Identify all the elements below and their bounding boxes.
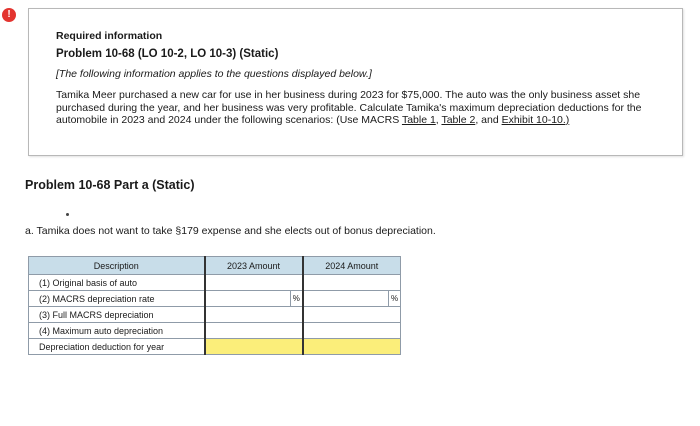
row-label-deduction-for-year: Depreciation deduction for year bbox=[29, 339, 205, 355]
question-a: a. Tamika does not want to take §179 expense and she elects out of bonus depreciation. bbox=[25, 225, 436, 237]
input-2024-original-basis[interactable] bbox=[303, 275, 401, 291]
row-label-full-macrs: (3) Full MACRS depreciation bbox=[29, 307, 205, 323]
table-row bbox=[29, 275, 401, 291]
row-label-max-auto-depreciation: (4) Maximum auto depreciation bbox=[29, 323, 205, 339]
scenario-text bbox=[56, 89, 656, 127]
input-2023-original-basis[interactable] bbox=[205, 275, 303, 291]
input-2023-deduction[interactable] bbox=[205, 339, 303, 355]
row-label-original-basis: (1) Original basis of auto bbox=[29, 275, 205, 291]
input-2023-full-macrs[interactable] bbox=[205, 307, 303, 323]
required-information-box bbox=[28, 8, 683, 156]
part-heading: Problem 10-68 Part a (Static) bbox=[25, 178, 195, 192]
input-2023-macrs-rate[interactable] bbox=[205, 291, 291, 307]
link-exhibit-10-10[interactable]: Exhibit 10-10.) bbox=[501, 114, 570, 126]
input-2024-macrs-rate[interactable] bbox=[303, 291, 389, 307]
info-note: [The following information applies to the questions displayed below.] bbox=[56, 68, 372, 80]
header-description: Description bbox=[29, 257, 205, 275]
input-2024-full-macrs[interactable] bbox=[303, 307, 401, 323]
table-row bbox=[29, 339, 401, 355]
table-row bbox=[29, 307, 401, 323]
scenario-body: Tamika Meer purchased a new car for use in her business during 2023 for $75,000. The auto was the only business asset she purchased during the year, and her business was very profitable. Calculate Tamika's maximum depreciation deductions for the automobile in 2023 and 2024 under the following scenarios: (Use MACRS bbox=[56, 89, 642, 126]
table-row bbox=[29, 323, 401, 339]
bullet-dot bbox=[66, 213, 69, 216]
header-2024-amount: 2024 Amount bbox=[303, 257, 401, 275]
link-table-1[interactable]: Table 1 bbox=[401, 114, 436, 126]
input-2024-deduction[interactable] bbox=[303, 339, 401, 355]
percent-sign-2024: % bbox=[389, 291, 401, 307]
input-2024-max-auto-depreciation[interactable] bbox=[303, 323, 401, 339]
table-header-row bbox=[29, 257, 401, 275]
link-separator: , and bbox=[475, 114, 502, 126]
input-2023-max-auto-depreciation[interactable] bbox=[205, 323, 303, 339]
percent-sign-2023: % bbox=[291, 291, 303, 307]
header-2023-amount: 2023 Amount bbox=[205, 257, 303, 275]
problem-title: Problem 10-68 (LO 10-2, LO 10-3) (Static) bbox=[56, 48, 279, 60]
link-table-2[interactable]: Table 2 bbox=[441, 114, 476, 126]
required-information-heading: Required information bbox=[56, 30, 163, 42]
table-row bbox=[29, 291, 401, 307]
row-label-macrs-rate: (2) MACRS depreciation rate bbox=[29, 291, 205, 307]
alert-icon: ! bbox=[2, 8, 16, 22]
link-separator: , bbox=[435, 114, 442, 126]
depreciation-table bbox=[28, 256, 401, 355]
